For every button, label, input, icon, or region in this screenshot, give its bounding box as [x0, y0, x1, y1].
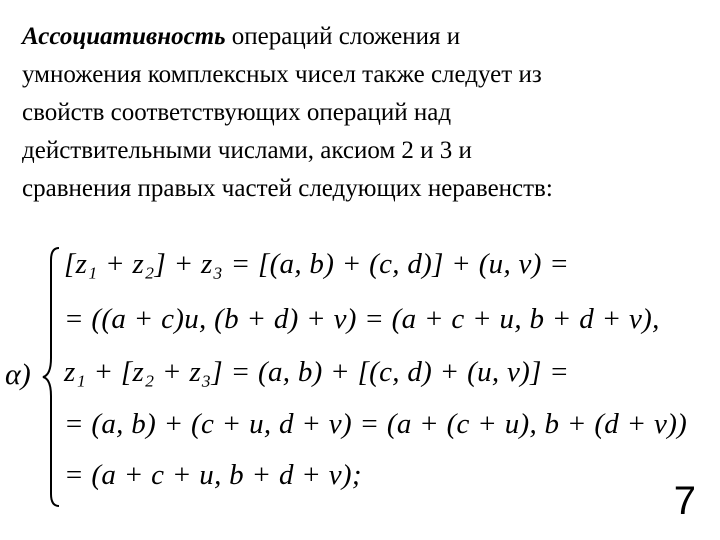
equation-line-1: [z₁ + z₂] + z₃ = [(a, b) + (c, d)] + (u, v) =: [64, 248, 570, 280]
equation-line-5: = (a + c + u, b + d + v);: [64, 459, 362, 491]
highlighted-term: Ассоциативность: [22, 23, 226, 50]
equation-system: [0, 238, 720, 508]
equation-line-3: z₁ + [z₂ + z₃] = (a, b) + [(c, d) + (u, v)] =: [64, 356, 570, 388]
paragraph-line-1-rest: операций сложения и: [225, 23, 461, 50]
system-label: α): [5, 358, 31, 391]
text-paragraph: [22, 18, 712, 208]
paragraph-line-4: действительными числами, аксиом 2 и 3 и: [22, 137, 472, 164]
paragraph-line-3: свойств соответствующих операций над: [22, 99, 452, 126]
page-number: 7: [673, 479, 696, 523]
paragraph-line-2: умножения комплексных чисел также следует из: [22, 61, 542, 88]
left-brace-icon: [40, 246, 62, 508]
paragraph-line-5: сравнения правых частей следующих неравенств:: [22, 175, 553, 202]
equation-line-2: = ((a + c)u, (b + d) + v) = (a + c + u, b + d + v),: [64, 303, 660, 335]
equation-line-4: = (a, b) + (c + u, d + v) = (a + (c + u), b + (d + v)): [64, 408, 688, 440]
paragraph-line-1: [22, 18, 712, 56]
